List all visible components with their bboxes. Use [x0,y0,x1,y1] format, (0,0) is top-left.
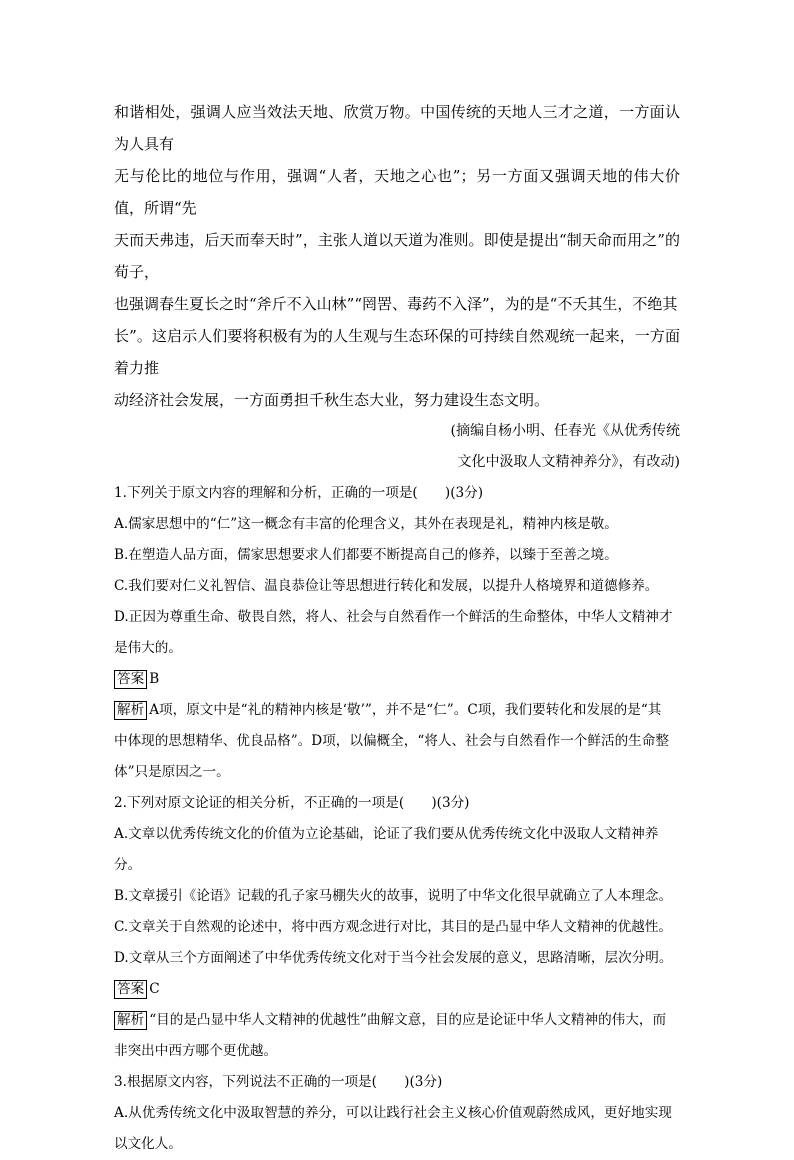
passage-line: 长”。这启示人们要将积极有为的人生观与生态环保的可持续自然观统一起来，一方面着力推 [114,327,680,377]
question-1-stem: 1.下列关于原文内容的理解和分析，正确的一项是( )(3分) [114,485,484,501]
question-1-explanation-cont: 中体现的思想精华、优良品格”。D项，以偏概全，“将人、社会与自然看作一个鲜活的生命整 [114,733,669,749]
explanation-text: “目的是凸显中华人文精神的优越性”曲解文意，目的应是论证中华人文精神的伟大，而 [149,1012,667,1028]
question-1-explanation-cont: 体”只是原因之一。 [114,764,230,780]
question-2-option-a: A.文章以优秀传统文化的价值为立论基础，论证了我们要从优秀传统文化中汲取人文精神养 [114,826,659,842]
question-1-option-a: A.儒家思想中的“仁”这一概念有丰富的伦理含义，其外在表现是礼，精神内核是敬。 [114,516,618,532]
question-2-explanation-cont: 非突出中西方哪个更优越。 [114,1043,278,1059]
question-2-stem: 2.下列对原文论证的相关分析，不正确的一项是( )(3分) [114,795,470,811]
question-2-explanation [114,1005,680,1036]
question-3-option-a: A.从优秀传统文化中汲取智慧的养分，可以让践行社会主义核心价值观蔚然成风，更好地实现 [114,1105,672,1121]
question-1-option-c: C.我们要对仁义礼智信、温良恭俭让等思想进行转化和发展，以提升人格境界和道德修养。 [114,578,659,594]
document-page [114,96,680,1160]
passage-line: 无与伦比的地位与作用，强调“人者，天地之心也”；另一方面又强调天地的伟大价值，所谓“先 [114,167,680,217]
explanation-tag: 解析 [114,701,147,720]
answer-value: C [149,981,160,997]
question-3-stem: 3.根据原文内容，下列说法不正确的一项是( )(3分) [114,1074,443,1090]
question-1-explanation [114,695,680,726]
question-3-option-a-cont: 以文化人。 [114,1136,182,1152]
passage-line: 天而天弗违，后天而奉天时”，主张人道以天道为准则。即使是提出“制天命而用之”的荀子， [114,231,680,281]
explanation-tag: 解析 [114,1011,147,1030]
question-2-option-b: B.文章援引《论语》记载的孔子家马棚失火的故事，说明了中华文化很早就确立了人本理念。 [114,888,673,904]
question-2-option-d: D.文章从三个方面阐述了中华优秀传统文化对于当今社会发展的意义，思路清晰，层次分明。 [114,950,673,966]
passage-line: 和谐相处，强调人应当效法天地、欣赏万物。中国传统的天地人三才之道，一方面认为人具有 [114,103,680,153]
question-2-answer [114,974,680,1005]
explanation-text: A项，原文中是“礼的精神内核是‘敬’”，并不是“仁”。C项，我们要转化和发展的是“其 [149,702,662,718]
question-1-option-b: B.在塑造人品方面，儒家思想要求人们都要不断提高自己的修养，以臻于至善之境。 [114,547,618,563]
passage-line: 也强调春生夏长之时“斧斤不入山林”“罔罟、毒药不入泽”，为的是“不夭其生，不绝其 [114,295,678,313]
question-1-answer [114,664,680,695]
source-citation-line2: 文化中汲取人文精神养分》，有改动) [457,454,680,470]
passage-line: 动经济社会发展，一方面勇担千秋生态大业，努力建设生态文明。 [114,391,550,409]
question-1-option-d: D.正因为尊重生命、敬畏自然，将人、社会与自然看作一个鲜活的生命整体，中华人文精神才 [114,609,673,625]
question-2-option-c: C.文章关于自然观的论述中，将中西方观念进行对比，其目的是凸显中华人文精神的优越性。 [114,919,672,935]
question-1-option-d-cont: 是伟大的。 [114,640,182,656]
answer-value: B [149,671,160,687]
question-2-option-a-cont: 分。 [114,857,142,873]
answer-tag: 答案 [114,980,147,999]
source-citation-line1: (摘编自杨小明、任春光《从优秀传统 [450,423,680,439]
answer-tag: 答案 [114,670,147,689]
